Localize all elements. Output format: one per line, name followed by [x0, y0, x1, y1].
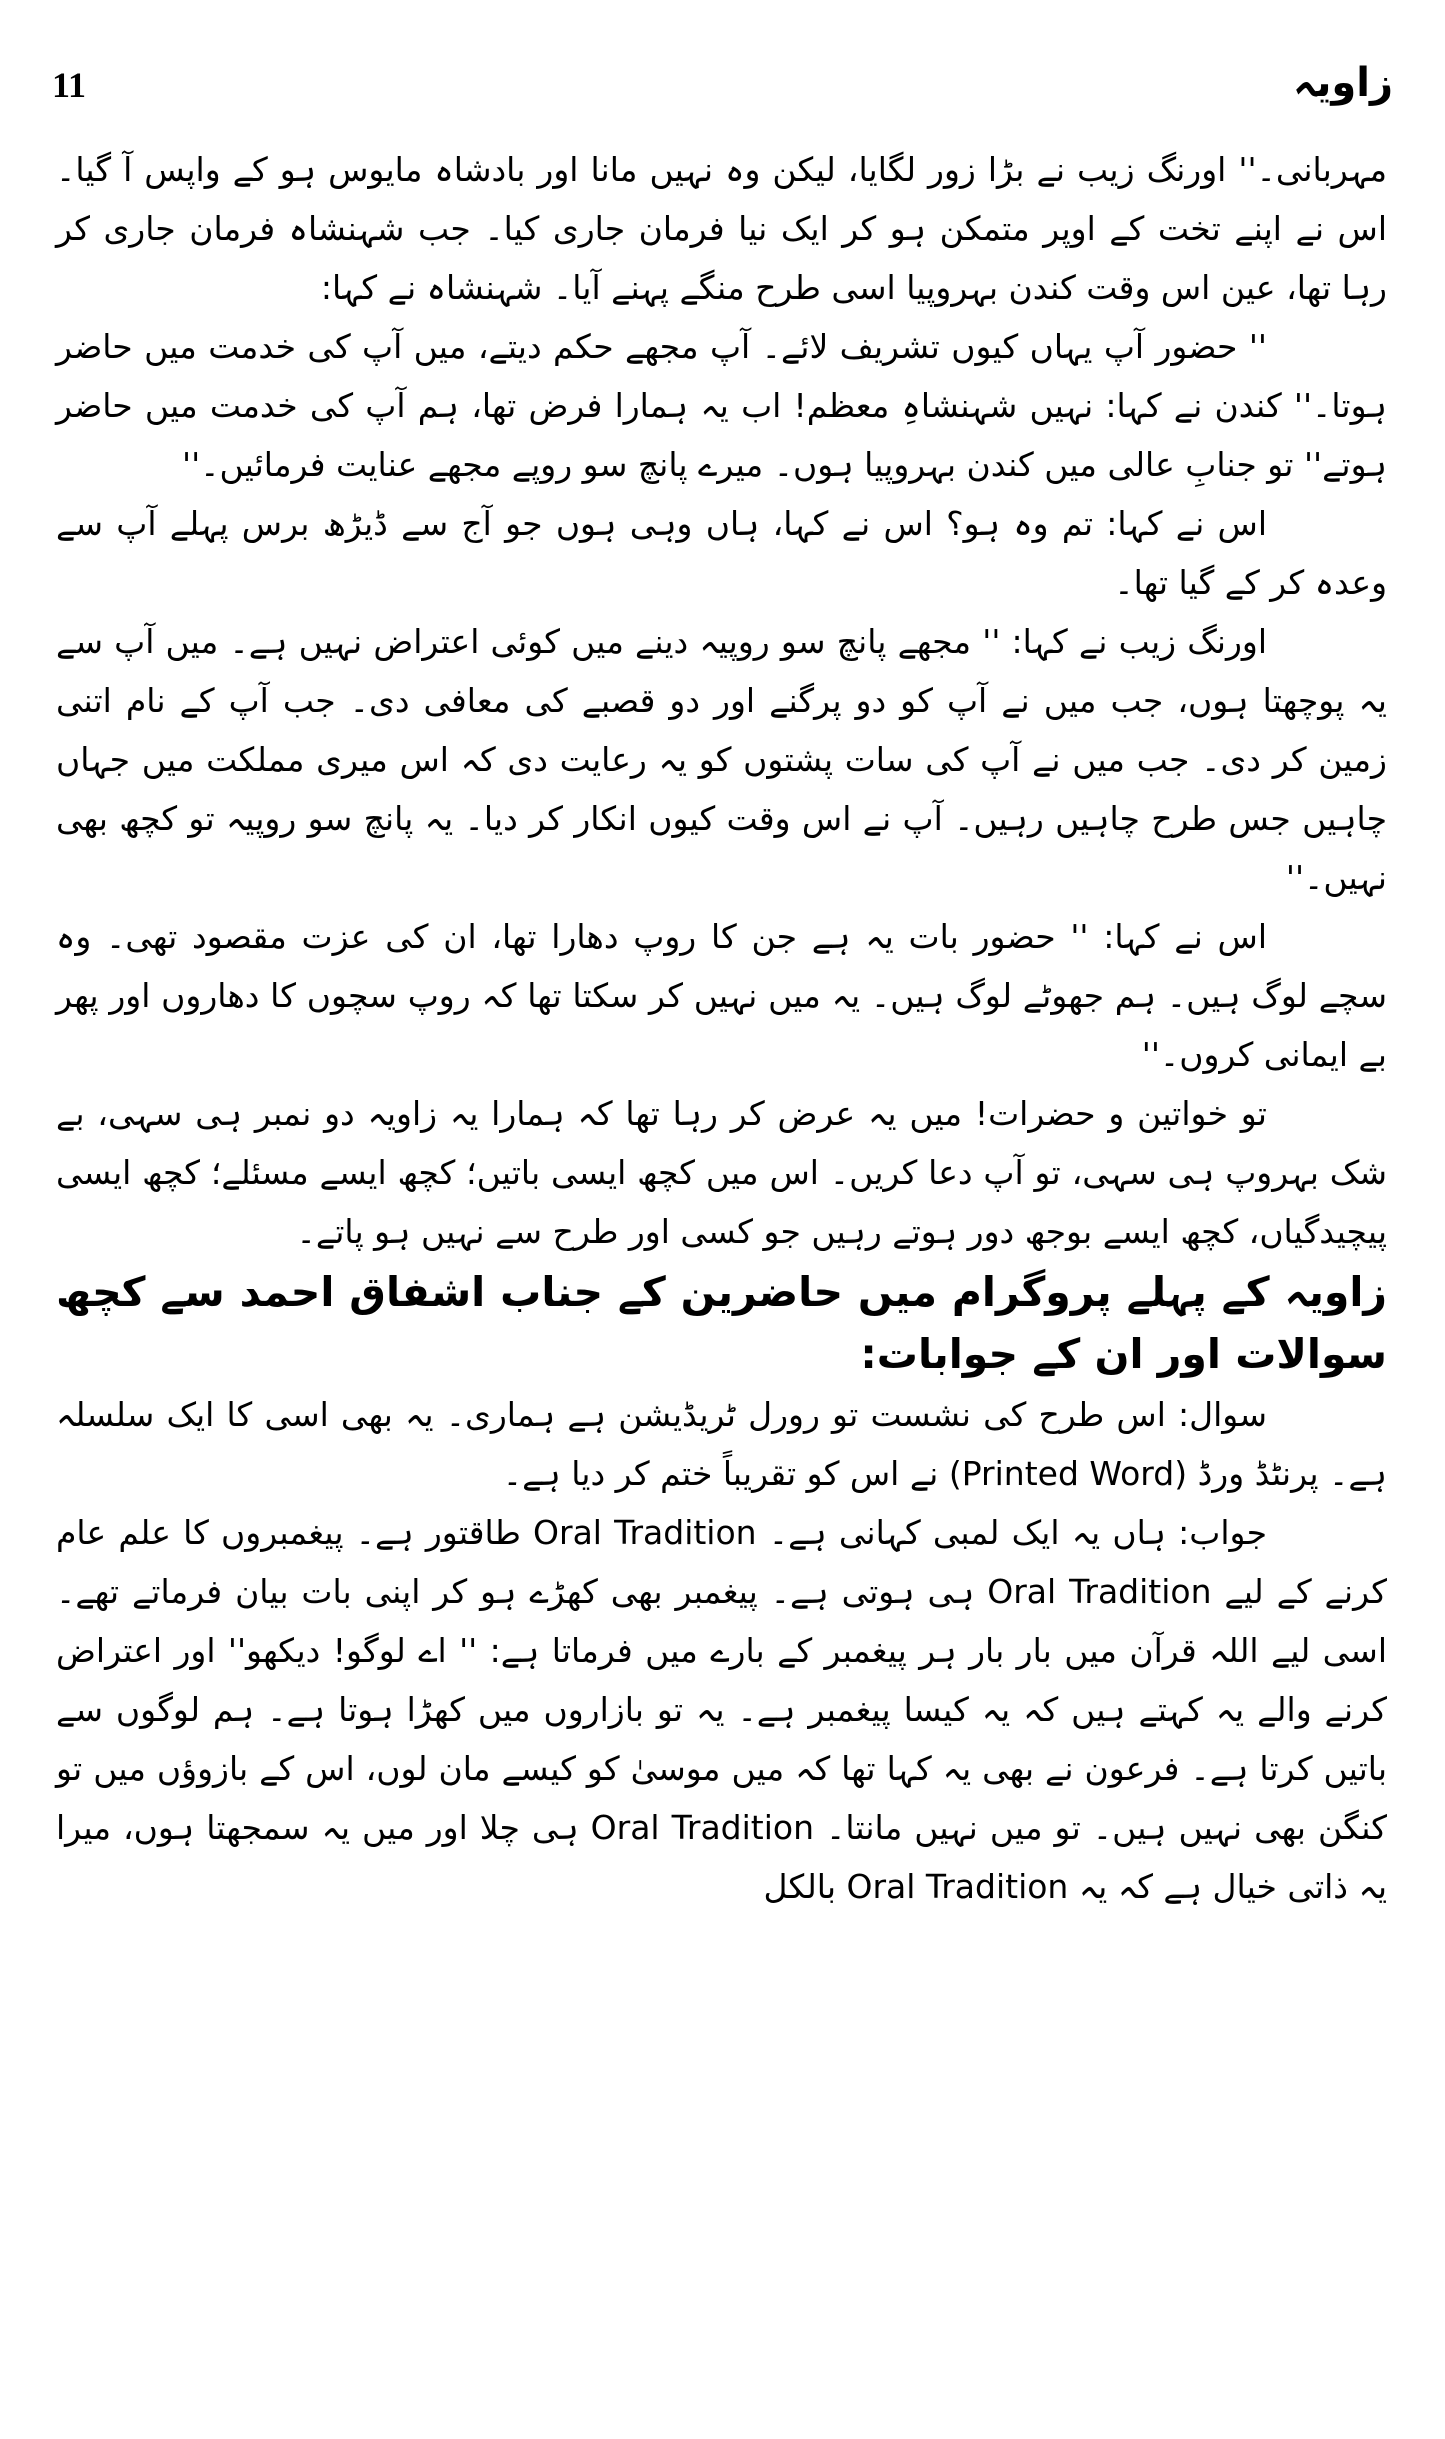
page-header	[52, 55, 1393, 125]
paragraph: تو خواتین و حضرات! میں یہ عرض کر رہا تھا کہ ہمارا یہ زاویہ دو نمبر ہی سہی، بے شک بہروپ ہی سہی، تو آپ دعا کریں۔ اس میں کچھ ایسی باتیں؛ کچھ ایسے مسئلے؛ کچھ ایسی پیچیدگیاں، کچھ ایسے بوجھ دور ہوتے رہیں جو کسی اور طرح سے نہیں ہو پاتے۔	[56, 1094, 1387, 1251]
question-paragraph: سوال: اس طرح کی نشست تو رورل ٹریڈیشن ہے ہماری۔ یہ بھی اسی کا ایک سلسلہ ہے۔ پرنٹڈ ورڈ (Printed Word) نے اس کو تقریباً ختم کر دیا ہے۔	[56, 1395, 1387, 1493]
paragraph: مہربانی۔'' اورنگ زیب نے بڑا زور لگایا، لیکن وہ نہیں مانا اور بادشاہ مایوس ہو کے واپس آ گیا۔ اس نے اپنے تخت کے اوپر متمکن ہو کر ایک نیا فرمان جاری کیا۔ جب شہنشاہ فرمان جاری کر رہا تھا، عین اس وقت کندن بہروپیا اسی طرح منگے پہنے آیا۔ شہنشاہ نے کہا:	[56, 150, 1387, 307]
section-heading: زاویہ کے پہلے پروگرام میں حاضرین کے جناب اشفاق احمد سے کچھ سوالات اور ان کے جوابات:	[56, 1268, 1387, 1378]
running-title: زاویہ	[1292, 60, 1393, 106]
paragraph: '' حضور آپ یہاں کیوں تشریف لائے۔ آپ مجھے حکم دیتے، میں آپ کی خدمت میں حاضر ہوتا۔'' کندن نے کہا: نہیں شہنشاہِ معظم! اب یہ ہمارا فرض تھا، ہم آپ کی خدمت میں حاضر ہوتے'' تو جنابِ عالی میں کندن بہروپیا ہوں۔ میرے پانچ سو روپے مجھے عنایت فرمائیں۔''	[56, 327, 1387, 484]
page-body	[56, 140, 1387, 1916]
answer-paragraph: جواب: ہاں یہ ایک لمبی کہانی ہے۔ Oral Tradition طاقتور ہے۔ پیغمبروں کا علم عام کرنے کے لیے Oral Tradition ہی ہوتی ہے۔ پیغمبر بھی کھڑے ہو کر اپنی بات بیان فرماتے تھے۔ اسی لیے اللہ قرآن میں بار بار ہر پیغمبر کے بارے میں فرماتا ہے: '' اے لوگو! دیکھو'' اور اعتراض کرنے والے یہ کہتے ہیں کہ یہ کیسا پیغمبر ہے۔ یہ تو بازاروں میں کھڑا ہوتا ہے۔ ہم لوگوں سے باتیں کرتا ہے۔ فرعون نے بھی یہ کہا تھا کہ میں موسیٰ کو کیسے مان لوں، اس کے بازوؤں میں تو کنگن بھی نہیں ہیں۔ تو میں نہیں مانتا۔ Oral Tradition ہی چلا اور میں یہ سمجھتا ہوں، میرا یہ ذاتی خیال ہے کہ یہ Oral Tradition بالکل	[56, 1513, 1387, 1906]
paragraph: اس نے کہا: '' حضور بات یہ ہے جن کا روپ دھارا تھا، ان کی عزت مقصود تھی۔ وہ سچے لوگ ہیں۔ ہم جھوٹے لوگ ہیں۔ یہ میں نہیں کر سکتا تھا کہ روپ سچوں کا دھاروں اور پھر بے ایمانی کروں۔''	[56, 917, 1387, 1074]
paragraph: اورنگ زیب نے کہا: '' مجھے پانچ سو روپیہ دینے میں کوئی اعتراض نہیں ہے۔ میں آپ سے یہ پوچھتا ہوں، جب میں نے آپ کو دو پرگنے اور دو قصبے کی معافی دی۔ جب آپ کے نام اتنی زمین کر دی۔ جب میں نے آپ کی سات پشتوں کو یہ رعایت دی کہ اس میری مملکت میں جہاں چاہیں جس طرح چاہیں رہیں۔ آپ نے اس وقت کیوں انکار کر دیا۔ یہ پانچ سو روپیہ تو کچھ بھی نہیں۔''	[56, 622, 1387, 897]
paragraph: اس نے کہا: تم وہ ہو؟ اس نے کہا، ہاں وہی ہوں جو آج سے ڈیڑھ برس پہلے آپ سے وعدہ کر کے گیا تھا۔	[56, 504, 1387, 602]
page-number: 11	[52, 65, 87, 105]
